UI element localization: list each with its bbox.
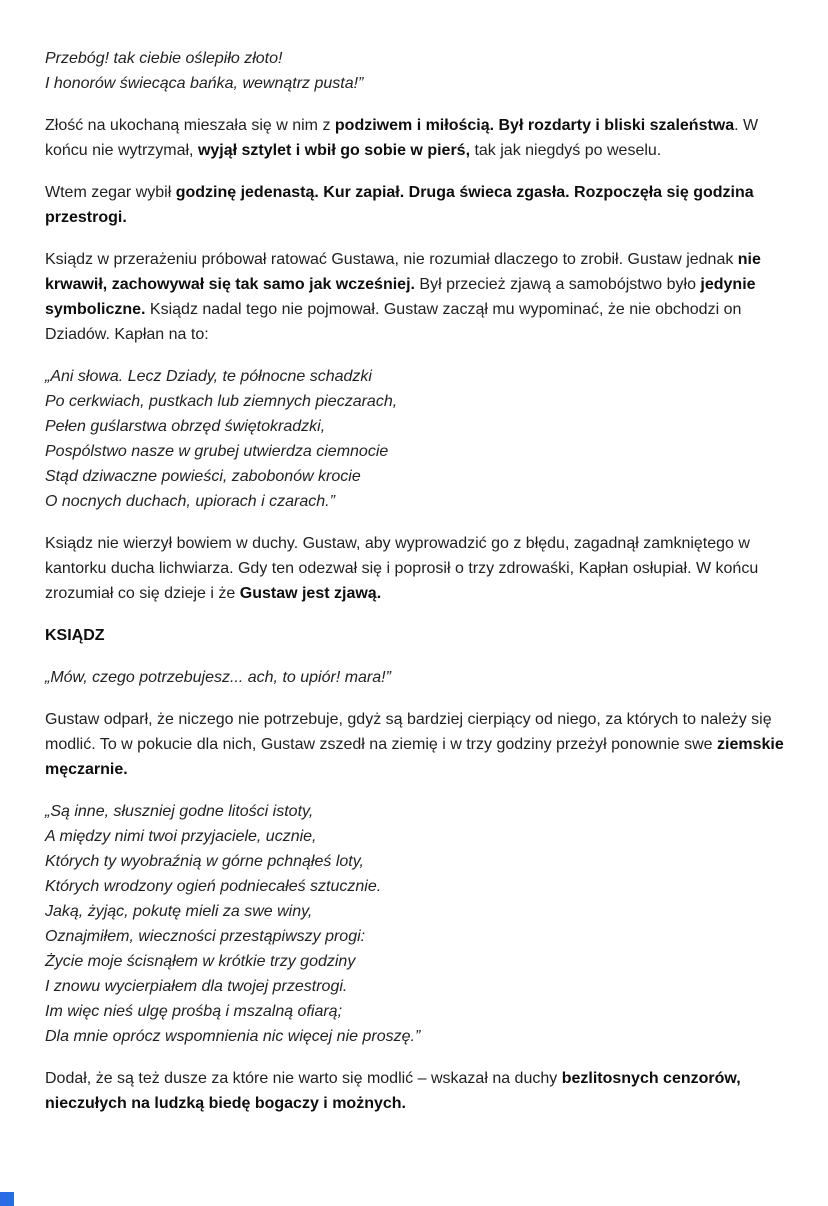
poem-line: „Ani słowa. Lecz Dziady, te północne schadzki [45,368,372,385]
section-heading-ksiadz: KSIĄDZ [45,627,105,644]
text-run-bold: bezlitosnych cenzorów, nieczułych na ludzką biedę bogaczy i możnych. [45,1070,741,1112]
poem-line: Jaką, żyjąc, pokutę mieli za swe winy, [45,903,313,920]
poem-line: Życie moje ścisnąłem w krótkie trzy godziny [45,953,356,970]
poem-line: „Mów, czego potrzebujesz... ach, to upiór! mara!” [45,669,391,686]
text-run-bold: wyjął sztylet i wbił go sobie w pierś, [197,142,471,159]
poem-line: Których ty wyobraźnią w górne pchnąłeś loty, [45,853,364,870]
text-run: Dodał, że są też dusze za które nie warto się modlić – wskazał na duchy [45,1070,562,1087]
poem-line: „Są inne, słuszniej godne litości istoty, [45,803,314,820]
text-run: Wtem zegar wybił [45,184,176,201]
paragraph-gustaw-reply [45,707,784,782]
poem-line: Dla mnie oprócz wspomnienia nic więcej nie proszę.” [45,1028,421,1045]
text-run-bold: podziwem i miłością. Był rozdarty i bliski szaleństwa [334,117,735,134]
poem-line: I honorów świecąca bańka, wewnątrz pusta!” [45,75,364,92]
poem-line: Pełen guślarstwa obrzęd świętokradzki, [45,418,326,435]
text-run: Ksiądz nie wierzył bowiem w duchy. Gustaw, aby wyprowadzić go z błędu, zagadnął zamkniętego w kantorku ducha lichwiarza. Gdy ten odezwał się i poprosił o trzy zdrowaśki, Kapłan osłupiał. W końcu zrozumiał co się dzieje i że [45,535,759,602]
paragraph-priest-rescue [45,247,784,347]
quote-priest-exclaim [45,665,784,690]
text-run: Ksiądz w przerażeniu próbował ratować Gustawa, nie rozumiał dlaczego to zrobił. Gustaw jednak [45,251,738,268]
text-run-bold: Gustaw jest zjawą. [239,585,382,602]
text-run: tak jak niegdyś po weselu. [470,142,662,159]
poem-line: A między nimi twoi przyjaciele, ucznie, [45,828,317,845]
poem-quote-penance [45,799,784,1049]
text-run: Gustaw odparł, że niczego nie potrzebuje, gdyż są bardziej cierpiący od niego, za których to należy się modlić. To w pokucie dla nich, Gustaw zszedł na ziemię i w trzy godziny przeżył ponownie swe [45,711,772,753]
corner-marker [0,1192,14,1206]
poem-quote-dziady [45,364,784,514]
text-run: Ksiądz nadal tego nie pojmował. Gustaw zaczął mu wypominać, że nie obchodzi on Dziadów. Kapłan na to: [45,301,742,343]
text-run: Złość na ukochaną mieszała się w nim z [45,117,335,134]
text-run-bold: ziemskie męczarnie. [45,736,784,778]
poem-line: Pospólstwo nasze w grubej utwierdza ciemnocie [45,443,389,460]
poem-line: Oznajmiłem, wieczności przestąpiwszy progi: [45,928,366,945]
poem-quote-opening [45,46,784,96]
poem-line: Przebóg! tak ciebie oślepiło złoto! [45,50,283,67]
poem-line: Których wrodzony ogień podniecałeś sztucznie. [45,878,382,895]
poem-line: I znowu wycierpiałem dla twojej przestrogi. [45,978,348,995]
text-run-bold: jedynie symboliczne. [45,276,756,318]
poem-line: O nocnych duchach, upiorach i czarach.” [45,493,335,510]
paragraph-ghost-usurer [45,531,784,606]
poem-line: Po cerkwiach, pustkach lub ziemnych pieczarach, [45,393,398,410]
poem-line: Im więc nieś ulgę prośbą i mszalną ofiarą; [45,1003,343,1020]
paragraph-souls-not-worth-prayer [45,1066,784,1116]
text-run: Był przecież zjawą a samobójstwo było [414,276,701,293]
poem-line: Stąd dziwaczne powieści, zabobonów krocie [45,468,361,485]
text-run-bold: nie krwawił, zachowywał się tak samo jak wcześniej. [45,251,761,293]
text-run-bold: godzinę jedenastą. Kur zapiał. Druga świeca zgasła. Rozpoczęła się godzina przestrogi. [45,184,754,226]
paragraph-clock-eleven [45,180,784,230]
paragraph-anger-and-love [45,113,784,163]
text-run: . W końcu nie wytrzymał, [45,117,759,159]
